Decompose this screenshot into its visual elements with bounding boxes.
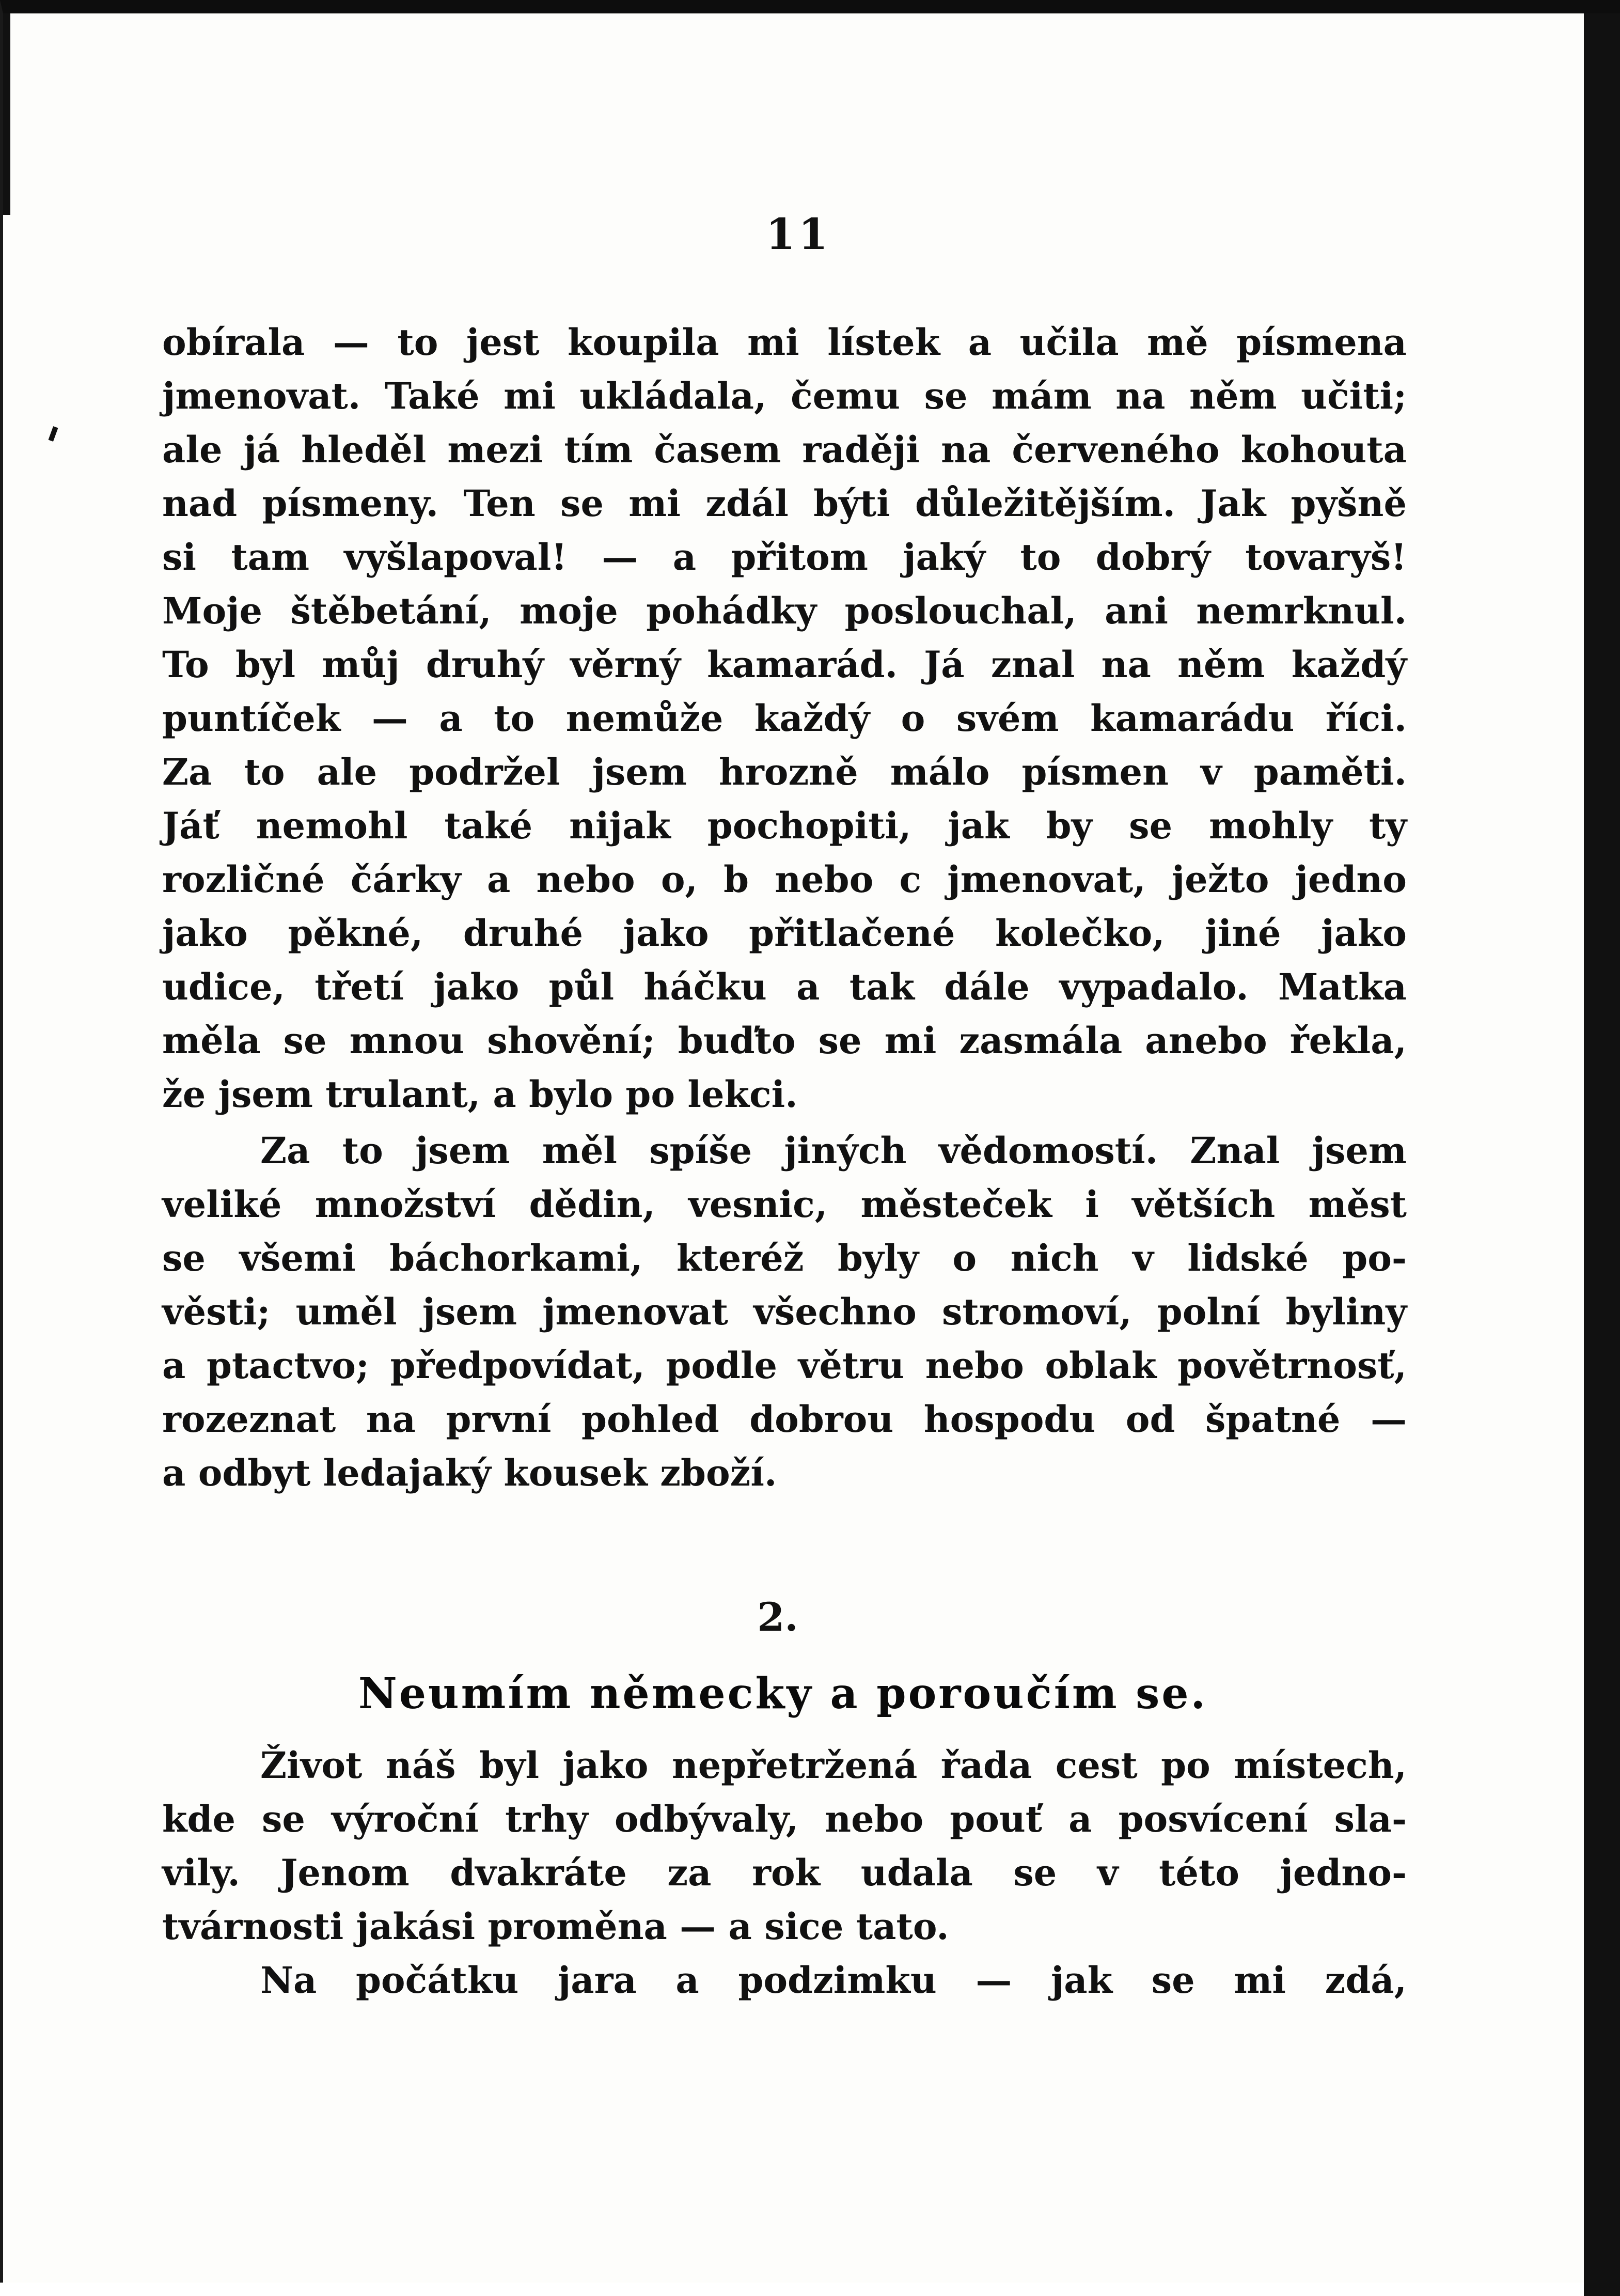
text-line: jako pěkné, druhé jako přitlačené kolečko, jiné jako — [162, 912, 1407, 955]
text-line: se všemi báchorkami, kteréž byly o nich v lidské po- — [162, 1237, 1407, 1279]
paragraph-2 — [162, 1124, 1407, 1500]
text-line: věsti; uměl jsem jmenovat všechno stromoví, polní byliny — [162, 1290, 1407, 1333]
text-line: puntíček — a to nemůže každý o svém kamarádu říci. — [162, 697, 1407, 740]
text-line: si tam vyšlapoval! — a přitom jaký to dobrý tovaryš! — [162, 536, 1407, 579]
text-line: nad písmeny. Ten se mi zdál býti důležitějším. Jak pyšně — [162, 482, 1407, 525]
text-line: obírala — to jest koupila mi lístek a učila mě písmena — [162, 321, 1407, 364]
text-line: To byl můj druhý věrný kamarád. Já znal na něm každý — [162, 643, 1407, 686]
paragraph-1 — [162, 316, 1407, 1121]
text-line: vily. Jenom dvakráte za rok udala se v této jedno- — [162, 1851, 1407, 1894]
text-line: a odbyt ledajaký kousek zboží. — [162, 1451, 777, 1494]
text-line: měla se mnou shovění; buďto se mi zasmála anebo řekla, — [162, 1019, 1407, 1062]
text-line: Moje štěbetání, moje pohádky poslouchal, ani nemrknul. — [162, 589, 1407, 632]
chapter-title: Neumím německy a poroučím se. — [358, 1669, 1208, 1719]
text-line: veliké množství dědin, vesnic, městeček i větších měst — [162, 1183, 1407, 1226]
text-line: že jsem trulant, a bylo po lekci. — [162, 1073, 798, 1116]
text-line: ale já hleděl mezi tím časem raději na červeného kohouta — [162, 428, 1407, 471]
stray-ink-mark — [49, 426, 58, 442]
page-number: 11 — [765, 210, 831, 259]
text-line: tvárnosti jakási proměna — a sice tato. — [162, 1905, 949, 1948]
text-line: Na počátku jara a podzimku — jak se mi zdá, — [260, 1959, 1407, 2002]
scan-edge-right — [1584, 13, 1620, 2296]
text-line: Jáť nemohl také nijak pochopiti, jak by se mohly ty — [162, 804, 1407, 847]
text-line: a ptactvo; předpovídat, podle větru nebo oblak povětrnosť, — [162, 1344, 1407, 1387]
text-line: rozličné čárky a nebo o, b nebo c jmenovat, ježto jedno — [162, 858, 1407, 901]
chapter-number: 2. — [757, 1594, 798, 1640]
text-line: jmenovat. Také mi ukládala, čemu se mám na něm učiti; — [162, 374, 1407, 417]
text-line: Za to jsem měl spíše jiných vědomostí. Znal jsem — [260, 1129, 1407, 1172]
text-line: rozeznat na první pohled dobrou hospodu od špatné — — [162, 1398, 1407, 1441]
text-line: Život náš byl jako nepřetržená řada cest po místech, — [260, 1744, 1407, 1787]
text-line: Za to ale podržel jsem hrozně málo písmen v paměti. — [162, 751, 1407, 793]
paragraph-3 — [162, 1739, 1407, 2007]
scan-edge-left — [3, 13, 10, 215]
text-line: udice, třetí jako půl háčku a tak dále vypadalo. Matka — [162, 965, 1407, 1008]
text-line: kde se výroční trhy odbývaly, nebo pouť a posvícení sla- — [162, 1798, 1407, 1840]
